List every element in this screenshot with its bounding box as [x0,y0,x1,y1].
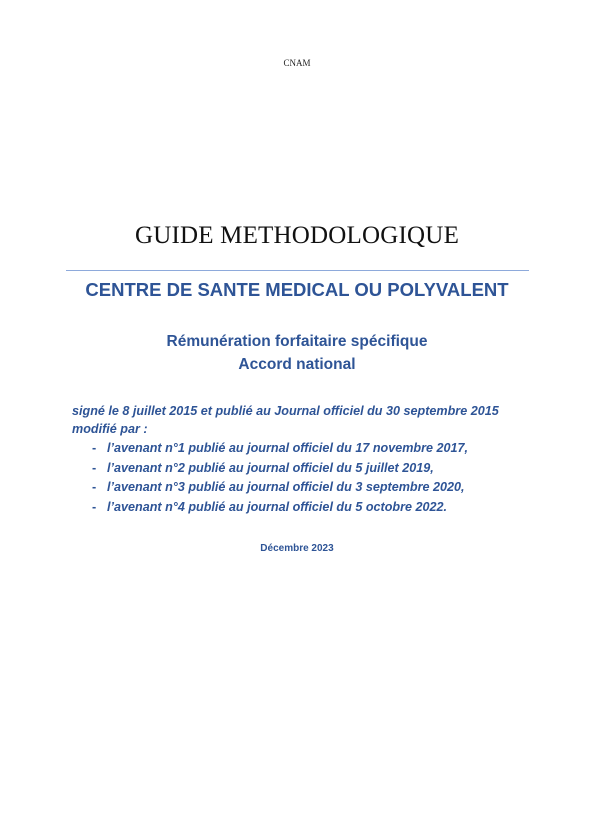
avenant-text: l’avenant n°1 publié au journal officiel du 17 novembre 2017, [107,441,469,455]
section-heading [0,330,594,376]
avenant-item [92,478,552,498]
avenant-item [92,498,552,518]
list-bullet: - [92,480,97,494]
header-org: CNAM [283,58,311,68]
document-title: GUIDE METHODOLOGIQUE [134,222,460,249]
list-bullet: - [92,499,97,514]
document-date: Décembre 2023 [260,543,334,554]
avenant-item [92,439,552,459]
section-heading-line-2: Accord national [238,356,356,373]
avenant-text: l’avenant n°2 publié au journal officiel du 5 juillet 2019, [107,460,434,475]
avenant-list [92,439,552,517]
list-bullet: - [92,460,97,475]
avenant-text: l’avenant n°4 publié au journal officiel du 5 octobre 2022. [107,499,448,514]
title-divider [66,270,529,271]
avenant-item [92,459,552,479]
section-heading-line-1: Rémunération forfaitaire spécifique [166,333,428,350]
document-subtitle: CENTRE DE SANTE MEDICAL OU POLYVALENT [85,279,509,300]
list-bullet: - [92,441,97,455]
avenant-text: l’avenant n°3 publié au journal officiel du 3 septembre 2020, [107,480,465,494]
intro-paragraph: signé le 8 juillet 2015 et publié au Journal officiel du 30 septembre 2015 modifié par : [72,404,499,436]
